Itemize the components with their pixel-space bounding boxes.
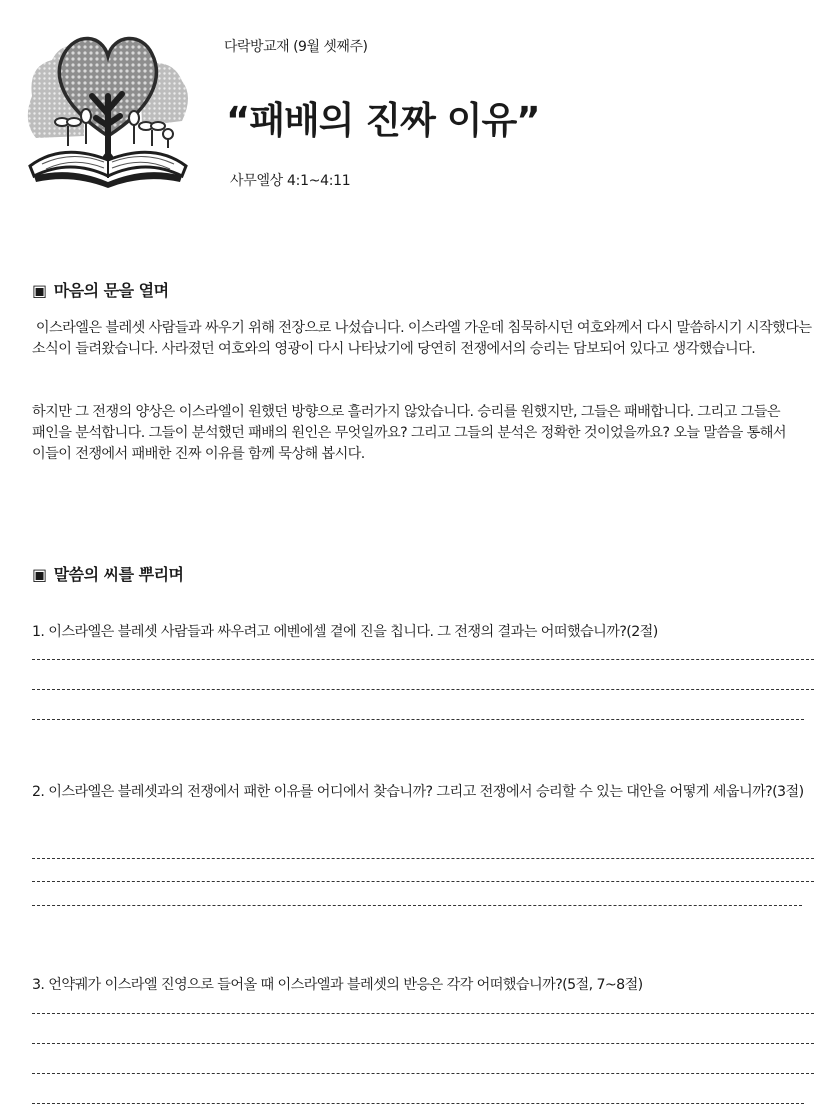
section-heading-label: 마음의 문을 열며	[53, 281, 169, 300]
document-title: “패배의 진짜 이유”	[226, 99, 540, 142]
question-1: 1. 이스라엘은 블레셋 사람들과 싸우려고 에벤에셀 곁에 진을 칩니다. 그 전쟁의 결과는 어떠했습니까?(2절)	[32, 624, 658, 640]
answer-line[interactable]	[32, 1073, 814, 1074]
section-marker-icon: ▣	[32, 565, 47, 584]
answer-line[interactable]	[32, 1043, 814, 1044]
answer-line[interactable]	[32, 858, 814, 859]
intro-paragraph: 이스라엘은 블레셋 사람들과 싸우기 위해 전장으로 나섰습니다. 이스라엘 가운데 침묵하시던 여호와께서 다시 말씀하시기 시작했다는 소식이 들려왔습니다. 사라졌던 여호와의 영광이 다시 나타났기에 당연히 전쟁에서의 승리는 담보되어 있다고 생각했습니다.	[32, 320, 816, 357]
section-heading-sow-word	[32, 562, 184, 585]
answer-line[interactable]	[32, 905, 802, 906]
section-heading-label: 말씀의 씨를 뿌리며	[53, 565, 184, 584]
answer-line[interactable]	[32, 1103, 804, 1104]
heart-tree-bible-icon	[22, 26, 194, 188]
document-subtitle: 다락방교재 (9월 셋째주)	[224, 39, 368, 55]
question-3: 3. 언약궤가 이스라엘 진영으로 들어올 때 이스라엘과 블레셋의 반응은 각각 어떠했습니까?(5절, 7~8절)	[32, 977, 643, 993]
intro-paragraph: 하지만 그 전쟁의 양상은 이스라엘이 원했던 방향으로 흘러가지 않았습니다. 승리를 원했지만, 그들은 패배합니다. 그리고 그들은 패인을 분석합니다. 그들이 분석했던 패배의 원인은 무엇일까요? 그리고 그들의 분석은 정확한 것이었을까요? 오늘 말씀을 통해서 이들이 전쟁에서 패배한 진짜 이유를 함께 묵상해 봅시다.	[32, 404, 786, 462]
question-2: 2. 이스라엘은 블레셋과의 전쟁에서 패한 이유를 어디에서 찾습니까? 그리고 전쟁에서 승리할 수 있는 대안을 어떻게 세웁니까?(3절)	[32, 784, 804, 800]
answer-line[interactable]	[32, 881, 814, 882]
section-marker-icon: ▣	[32, 281, 47, 300]
section-heading-open-heart	[32, 278, 169, 301]
answer-line[interactable]	[32, 659, 814, 660]
answer-line[interactable]	[32, 1013, 814, 1014]
scripture-reference: 사무엘상 4:1~4:11	[230, 173, 351, 189]
answer-line[interactable]	[32, 689, 814, 690]
answer-line[interactable]	[32, 719, 804, 720]
